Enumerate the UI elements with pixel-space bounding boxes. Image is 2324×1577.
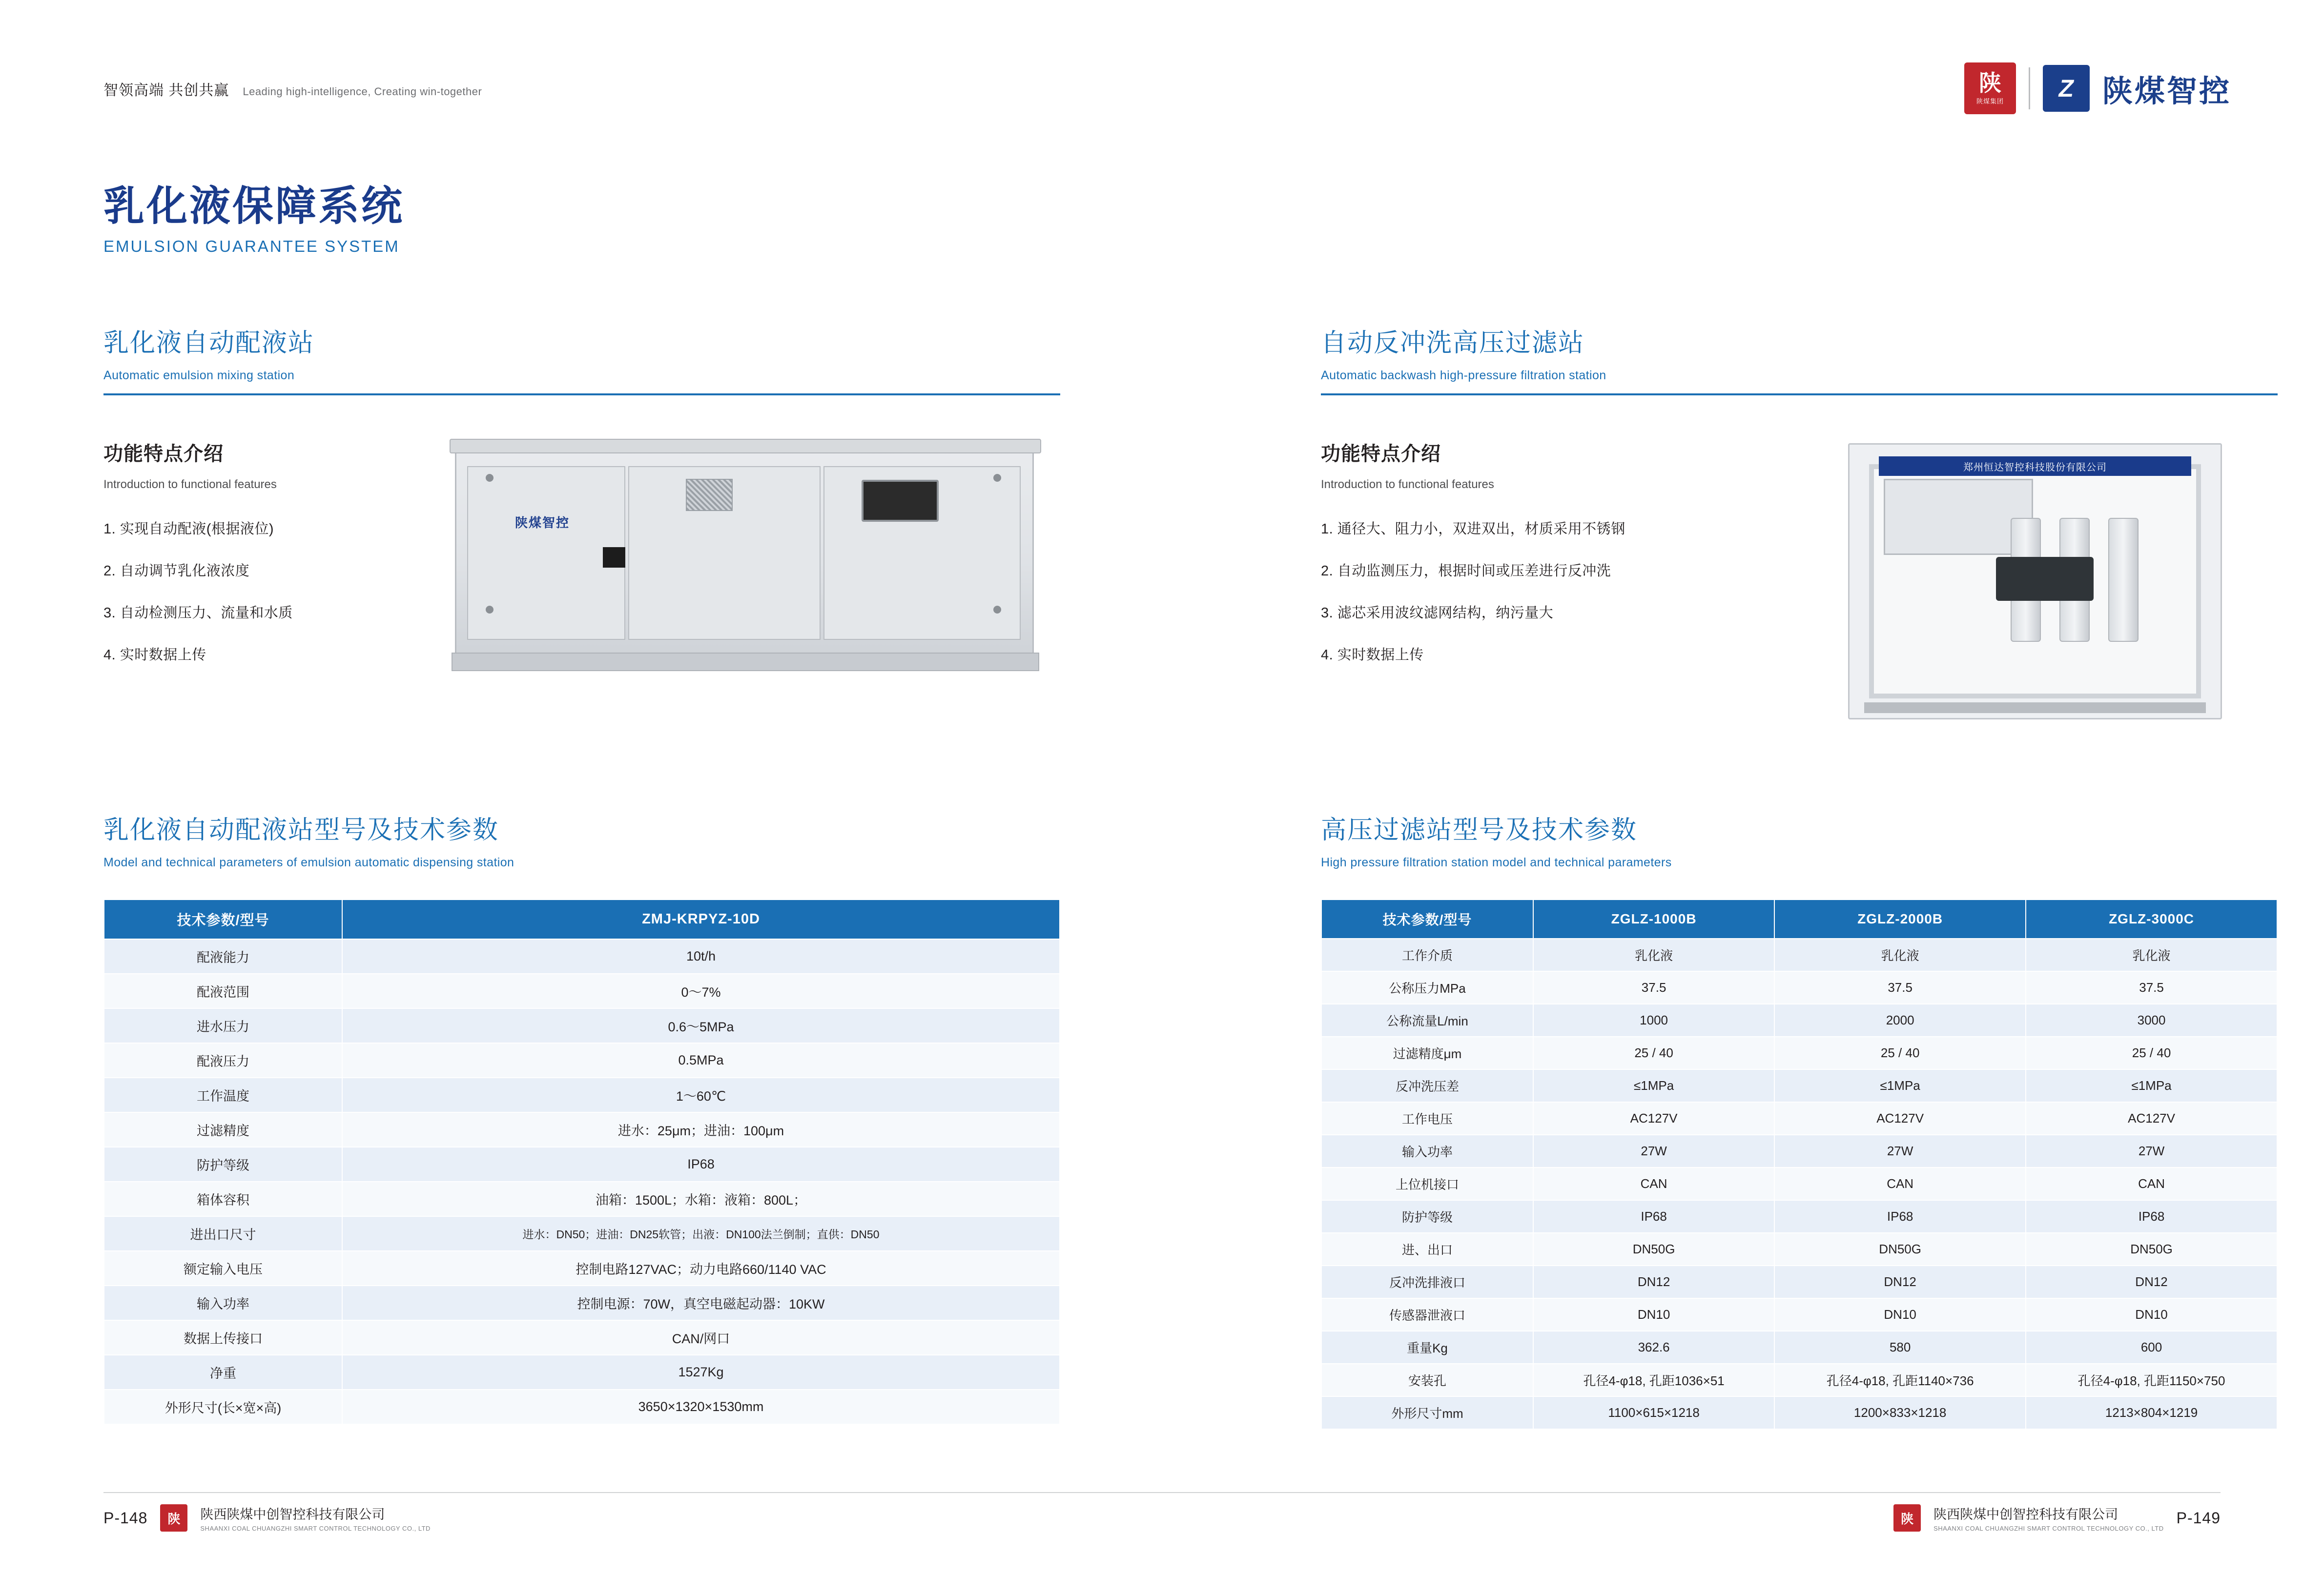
table-row — [104, 1043, 1060, 1078]
table-cell-key: 配液能力 — [104, 939, 342, 974]
table-cell-key: 安装孔 — [1321, 1364, 1533, 1396]
filter-banner-label: 郑州恒达智控科技股份有限公司 — [1879, 456, 2191, 476]
table-cell-value: 0.5MPa — [342, 1043, 1060, 1078]
left-table-block — [103, 899, 1060, 1425]
table-cell-key: 防护等级 — [104, 1147, 342, 1182]
table-cell-value: 进水：DN50；进油：DN25软管；出液：DN100法兰倒制；直供：DN50 — [342, 1216, 1060, 1251]
left-feature-heading-en: Introduction to functional features — [103, 478, 277, 491]
table-cell-value: CAN — [1774, 1167, 2026, 1200]
machine-base-skid — [452, 653, 1039, 671]
right-table-heading-en: High pressure filtration station model and technical parameters — [1321, 856, 1672, 869]
left-footer — [103, 1504, 431, 1532]
machine-knob — [486, 606, 494, 614]
table-cell-value: 1527Kg — [342, 1355, 1060, 1390]
left-table-heading-cn: 乳化液自动配液站型号及技术参数 — [103, 816, 499, 844]
right-feature-heading-en: Introduction to functional features — [1321, 478, 1494, 491]
left-column — [103, 322, 1060, 1425]
table-row — [104, 1320, 1060, 1355]
table-cell-value: ≤1MPa — [1533, 1069, 1774, 1102]
right-footer-company-cn: 陕西陕煤中创智控科技有限公司 — [1933, 1507, 2118, 1522]
table-cell-value: 0～7% — [342, 974, 1060, 1008]
right-footer-company-en: SHAANXI COAL CHUANGZHI SMART CONTROL TECHNOLOGY CO., LTD — [1933, 1525, 2164, 1532]
table-row — [104, 1355, 1060, 1390]
table-cell-value: 10t/h — [342, 939, 1060, 974]
table-row — [1321, 1167, 2277, 1200]
table-row — [1321, 1266, 2277, 1298]
table-cell-key: 工作温度 — [104, 1078, 342, 1112]
table-cell-value: 控制电路127VAC；动力电路660/1140 VAC — [342, 1251, 1060, 1286]
list-item: 2. 自动监测压力，根据时间或压差进行反冲洗 — [1321, 563, 1611, 579]
table-cell-key: 进、出口 — [1321, 1233, 1533, 1266]
left-feature-block — [103, 438, 1060, 751]
machine-vent-grille — [686, 479, 733, 511]
right-section-title-cn: 自动反冲洗高压过滤站 — [1321, 329, 1585, 357]
table-cell-value: 1～60℃ — [342, 1078, 1060, 1112]
left-section-title-en: Automatic emulsion mixing station — [103, 369, 295, 382]
table-cell-value: AC127V — [2026, 1102, 2277, 1135]
table-row — [104, 1182, 1060, 1216]
brand-logo-glyph: Z — [2056, 75, 2077, 102]
brand-logo-icon — [2043, 65, 2090, 112]
right-section-rule — [1321, 393, 2278, 395]
footer-logo-icon: 陕 — [160, 1504, 187, 1532]
table-row — [104, 1112, 1060, 1147]
table-row — [1321, 1037, 2277, 1069]
group-logo-icon — [1964, 62, 2016, 114]
table-cell-value: AC127V — [1774, 1102, 2026, 1135]
table-cell-value: 进水：25μm；进油：100μm — [342, 1112, 1060, 1147]
table-cell-key: 外形尺寸mm — [1321, 1396, 1533, 1429]
table-cell-value: CAN/网口 — [342, 1320, 1060, 1355]
list-item: 1. 实现自动配液(根据液位) — [103, 521, 274, 537]
table-cell-key: 公称压力MPa — [1321, 971, 1533, 1004]
table-cell-value: CAN — [1533, 1167, 1774, 1200]
table-row — [1321, 939, 2277, 971]
brand-logos — [1964, 62, 2231, 114]
table-cell-value: 362.6 — [1533, 1331, 1774, 1364]
list-item: 1. 通径大、阻力小，双进双出，材质采用不锈钢 — [1321, 521, 1625, 537]
brand-divider — [2029, 67, 2030, 109]
machine-knob — [993, 474, 1001, 482]
table-row — [104, 1286, 1060, 1320]
table-cell-value: 0.6～5MPa — [342, 1008, 1060, 1043]
table-cell-key: 净重 — [104, 1355, 342, 1390]
table-row — [1321, 1364, 2277, 1396]
left-footer-company-en: SHAANXI COAL CHUANGZHI SMART CONTROL TECHNOLOGY CO., LTD — [200, 1525, 431, 1532]
table-cell-key: 数据上传接口 — [104, 1320, 342, 1355]
group-logo-sub: 陕煤集团 — [1976, 97, 2004, 105]
right-feature-block — [1321, 438, 2278, 751]
table-cell-value: CAN — [2026, 1167, 2277, 1200]
table-cell-value: 控制电源：70W，真空电磁起动器：10KW — [342, 1286, 1060, 1320]
table-header-row — [104, 900, 1060, 939]
table-cell-value: 25 / 40 — [1774, 1037, 2026, 1069]
table-cell-key: 配液范围 — [104, 974, 342, 1008]
table-cell-value: 油箱：1500L；水箱：液箱：800L； — [342, 1182, 1060, 1216]
table-cell-value: 3000 — [2026, 1004, 2277, 1037]
left-section-title — [103, 322, 1060, 395]
table-row — [1321, 1331, 2277, 1364]
table-cell-value: 37.5 — [1774, 971, 2026, 1004]
left-page-number: P-148 — [103, 1509, 148, 1527]
table-cell-key: 防护等级 — [1321, 1200, 1533, 1233]
filter-base-skid — [1864, 702, 2206, 713]
filter-valve-block — [1996, 557, 2094, 601]
table-cell-value: 2000 — [1774, 1004, 2026, 1037]
right-page-number: P-149 — [2176, 1509, 2221, 1527]
table-row — [104, 974, 1060, 1008]
table-cell-key: 进水压力 — [104, 1008, 342, 1043]
table-cell-value: 580 — [1774, 1331, 2026, 1364]
table-col-param: 技术参数/型号 — [1321, 900, 1533, 939]
table-cell-value: 1200×833×1218 — [1774, 1396, 2026, 1429]
table-cell-value: 600 — [2026, 1331, 2277, 1364]
table-row — [104, 1216, 1060, 1251]
table-col-model-1000b: ZGLZ-1000B — [1533, 900, 1774, 939]
table-cell-key: 工作电压 — [1321, 1102, 1533, 1135]
table-cell-value: 25 / 40 — [2026, 1037, 2277, 1069]
page-title-en: EMULSION GUARANTEE SYSTEM — [103, 237, 400, 255]
table-cell-key: 工作介质 — [1321, 939, 1533, 971]
machine-knob — [486, 474, 494, 482]
table-cell-key: 重量Kg — [1321, 1331, 1533, 1364]
table-cell-value: 孔径4-φ18, 孔距1150×750 — [2026, 1364, 2277, 1396]
slogan — [103, 78, 482, 100]
table-col-model-2000b: ZGLZ-2000B — [1774, 900, 2026, 939]
list-item: 3. 自动检测压力、流量和水质 — [103, 605, 293, 621]
table-cell-value: ≤1MPa — [1774, 1069, 2026, 1102]
table-cell-value: DN10 — [2026, 1298, 2277, 1331]
left-footer-company-cn: 陕西陕煤中创智控科技有限公司 — [200, 1507, 385, 1522]
table-cell-value: 37.5 — [2026, 971, 2277, 1004]
machine-knob — [993, 606, 1001, 614]
machine-body — [455, 448, 1034, 656]
table-cell-value: 1213×804×1219 — [2026, 1396, 2277, 1429]
footer-logo-icon: 陕 — [1893, 1504, 1921, 1532]
table-cell-value: AC127V — [1533, 1102, 1774, 1135]
table-cell-key: 配液压力 — [104, 1043, 342, 1078]
right-table-block — [1321, 899, 2278, 1430]
table-cell-value: IP68 — [342, 1147, 1060, 1182]
page-title-cn: 乳化液保障系统 — [103, 183, 405, 229]
table-cell-key: 输入功率 — [1321, 1135, 1533, 1167]
table-row — [1321, 1069, 2277, 1102]
table-row — [1321, 1135, 2277, 1167]
list-item: 4. 实时数据上传 — [1321, 647, 1424, 663]
table-cell-value: ≤1MPa — [2026, 1069, 2277, 1102]
machine-top-rail — [450, 439, 1041, 453]
table-row — [104, 1147, 1060, 1182]
table-row — [1321, 971, 2277, 1004]
group-logo-glyph: 陕 — [1978, 70, 2001, 96]
table-cell-value: DN12 — [1533, 1266, 1774, 1298]
table-row — [1321, 1298, 2277, 1331]
table-cell-key: 过滤精度 — [104, 1112, 342, 1147]
table-cell-value: 孔径4-φ18, 孔距1140×736 — [1774, 1364, 2026, 1396]
table-cell-value: 3650×1320×1530mm — [342, 1390, 1060, 1424]
table-cell-value: DN50G — [1774, 1233, 2026, 1266]
table-row — [104, 1390, 1060, 1424]
right-column — [1321, 322, 2278, 1430]
slogan-en: Leading high-intelligence, Creating win-together — [243, 85, 482, 98]
table-cell-key: 传感器泄液口 — [1321, 1298, 1533, 1331]
right-table-heading-cn: 高压过滤站型号及技术参数 — [1321, 816, 1638, 844]
table-cell-key: 额定输入电压 — [104, 1251, 342, 1286]
table-cell-key: 反冲洗压差 — [1321, 1069, 1533, 1102]
table-cell-value: 1000 — [1533, 1004, 1774, 1037]
table-row — [104, 1251, 1060, 1286]
table-cell-value: 乳化液 — [1774, 939, 2026, 971]
brand-name: 陕煤智控 — [2102, 74, 2231, 108]
left-feature-heading-cn: 功能特点介绍 — [103, 443, 224, 465]
table-cell-key: 反冲洗排液口 — [1321, 1266, 1533, 1298]
table-row — [104, 939, 1060, 974]
table-row — [1321, 1102, 2277, 1135]
table-row — [104, 1008, 1060, 1043]
right-table-heading — [1321, 809, 2278, 870]
table-cell-key: 输入功率 — [104, 1286, 342, 1320]
table-col-model-3000c: ZGLZ-3000C — [2026, 900, 2277, 939]
table-cell-value: IP68 — [2026, 1200, 2277, 1233]
table-cell-key: 上位机接口 — [1321, 1167, 1533, 1200]
list-item: 2. 自动调节乳化液浓度 — [103, 563, 250, 579]
table-cell-value: DN50G — [2026, 1233, 2277, 1266]
list-item: 3. 滤芯采用波纹滤网结构，纳污量大 — [1321, 605, 1554, 621]
table-row — [1321, 1396, 2277, 1429]
left-table-heading-en: Model and technical parameters of emulsion automatic dispensing station — [103, 856, 514, 869]
table-row — [104, 1078, 1060, 1112]
table-cell-value: DN10 — [1533, 1298, 1774, 1331]
mixing-station-photo — [426, 419, 1060, 692]
filter-machine-body — [1848, 443, 2222, 719]
table-cell-value: DN10 — [1774, 1298, 2026, 1331]
left-section-title-cn: 乳化液自动配液站 — [103, 329, 315, 357]
table-cell-value: 25 / 40 — [1533, 1037, 1774, 1069]
machine-panel-left — [467, 466, 625, 640]
filter-column — [2108, 518, 2139, 642]
machine-logo: 陕煤智控 — [515, 515, 570, 530]
list-item: 4. 实时数据上传 — [103, 647, 206, 663]
table-cell-value: 37.5 — [1533, 971, 1774, 1004]
table-row — [1321, 1200, 2277, 1233]
table-cell-value: 27W — [2026, 1135, 2277, 1167]
table-cell-value: 27W — [1533, 1135, 1774, 1167]
table-col-param: 技术参数/型号 — [104, 900, 342, 939]
table-cell-value: 1100×615×1218 — [1533, 1396, 1774, 1429]
table-cell-key: 进出口尺寸 — [104, 1216, 342, 1251]
filtration-station-photo — [1789, 414, 2278, 756]
left-table-heading — [103, 809, 1060, 870]
right-feature-heading-cn: 功能特点介绍 — [1321, 443, 1441, 465]
filtration-station-spec-table — [1321, 899, 2278, 1430]
table-cell-value: DN50G — [1533, 1233, 1774, 1266]
table-col-model: ZMJ-KRPYZ-10D — [342, 900, 1060, 939]
machine-display-screen — [862, 480, 939, 522]
mixing-station-spec-table — [103, 899, 1060, 1425]
right-footer — [1893, 1504, 2221, 1532]
table-cell-key: 过滤精度μm — [1321, 1037, 1533, 1069]
table-cell-key: 箱体容积 — [104, 1182, 342, 1216]
right-section-title — [1321, 322, 2278, 395]
table-cell-value: IP68 — [1533, 1200, 1774, 1233]
table-cell-value: 乳化液 — [2026, 939, 2277, 971]
table-cell-value: IP68 — [1774, 1200, 2026, 1233]
table-cell-value: 乳化液 — [1533, 939, 1774, 971]
table-cell-value: DN12 — [2026, 1266, 2277, 1298]
table-cell-key: 公称流量L/min — [1321, 1004, 1533, 1037]
table-cell-value: 27W — [1774, 1135, 2026, 1167]
left-section-rule — [103, 393, 1060, 395]
table-cell-value: DN12 — [1774, 1266, 2026, 1298]
table-header-row — [1321, 900, 2277, 939]
page-title — [103, 185, 404, 256]
table-row — [1321, 1233, 2277, 1266]
table-cell-key: 外形尺寸(长×宽×高) — [104, 1390, 342, 1424]
footer-divider — [103, 1492, 2221, 1493]
table-row — [1321, 1004, 2277, 1037]
machine-access-hatch — [603, 547, 625, 568]
slogan-cn: 智领高端 共创共赢 — [103, 82, 229, 99]
table-cell-value: 孔径4-φ18, 孔距1036×51 — [1533, 1364, 1774, 1396]
right-section-title-en: Automatic backwash high-pressure filtration station — [1321, 369, 1606, 382]
